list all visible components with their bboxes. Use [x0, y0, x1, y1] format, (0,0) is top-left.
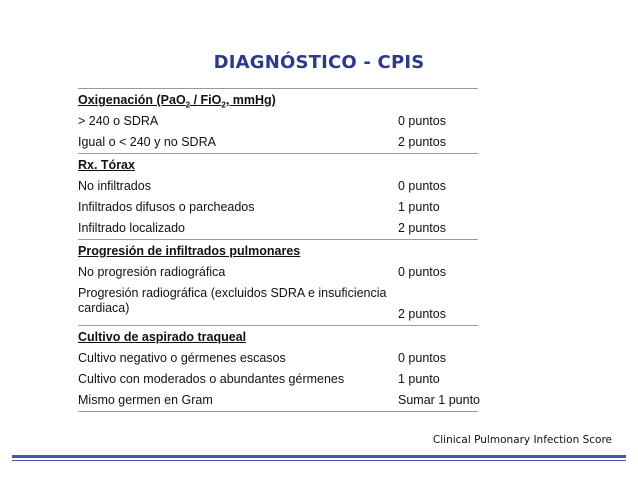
- section-heading: Rx. Tórax: [78, 158, 135, 172]
- table-row: [78, 390, 478, 411]
- section-oxigenacion: [78, 89, 478, 154]
- points: 2 puntos: [398, 221, 446, 235]
- points: 2 puntos: [398, 135, 446, 149]
- table-row: [78, 262, 478, 283]
- points: 2 puntos: [398, 307, 446, 321]
- criterion: Igual o < 240 y no SDRA: [78, 135, 216, 149]
- points: Sumar 1 punto: [398, 393, 480, 407]
- table-row: [78, 176, 478, 197]
- footer-rule-thin: [12, 460, 626, 461]
- section-rx-torax: [78, 154, 478, 240]
- table-row: [78, 197, 478, 218]
- criterion: > 240 o SDRA: [78, 114, 159, 128]
- slide-title: DIAGNÓSTICO - CPIS: [213, 52, 425, 73]
- criterion: No progresión radiográfica: [78, 265, 226, 279]
- table-row: [78, 132, 478, 153]
- table-row: [78, 111, 478, 132]
- points: 0 puntos: [398, 265, 446, 279]
- points: 1 punto: [398, 372, 440, 386]
- section-cultivo: [78, 326, 478, 411]
- points: 0 puntos: [398, 114, 446, 128]
- criterion: Infiltrados difusos o parcheados: [78, 200, 255, 214]
- section-heading: Oxigenación (PaO$_2$ / FiO$_2$, mmHg): [78, 93, 276, 110]
- cpis-table: [78, 88, 478, 412]
- points: 0 puntos: [398, 179, 446, 193]
- criterion: No infiltrados: [78, 179, 151, 193]
- criterion: Cultivo con moderados o abundantes gérmenes: [78, 372, 345, 386]
- section-heading: Cultivo de aspirado traqueal: [78, 330, 247, 344]
- points: 1 punto: [398, 200, 440, 214]
- criterion: Cultivo negativo o gérmenes escasos: [78, 351, 286, 365]
- footer-caption: Clinical Pulmonary Infection Score: [432, 434, 612, 446]
- points: 0 puntos: [398, 351, 446, 365]
- table-row: [78, 348, 478, 369]
- table-row: [78, 218, 478, 239]
- criterion: Mismo germen en Gram: [78, 393, 213, 407]
- section-heading: Progresión de infiltrados pulmonares: [78, 244, 301, 258]
- criterion: Infiltrado localizado: [78, 221, 186, 235]
- table-row: [78, 369, 478, 390]
- criterion: Progresión radiográfica (excluidos SDRA e insuficiencia cardiaca): [78, 286, 387, 315]
- section-progresion: [78, 240, 478, 326]
- footer-rule: [12, 455, 626, 458]
- table-row: [78, 283, 478, 325]
